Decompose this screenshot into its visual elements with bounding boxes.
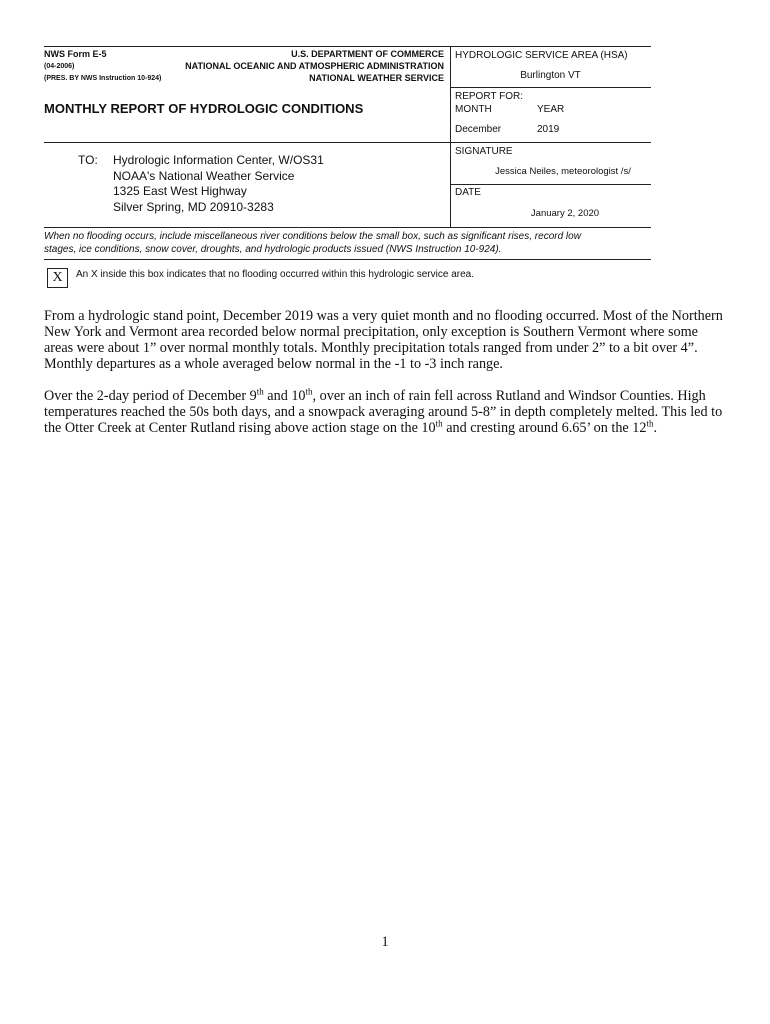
- to-label: TO:: [78, 153, 98, 167]
- month-value[interactable]: December: [455, 124, 502, 135]
- instructions-bottom-rule: [44, 259, 651, 260]
- no-flood-text: An X inside this box indicates that no flooding occurred within this hydrologic service area.: [76, 269, 474, 280]
- dept-name: U.S. DEPARTMENT OF COMMERCE: [291, 49, 444, 59]
- instructions-note: [44, 230, 659, 256]
- hsa-value[interactable]: Burlington VT: [520, 70, 581, 81]
- date-label: DATE: [455, 187, 481, 198]
- hsa-label: HYDROLOGIC SERVICE AREA (HSA): [455, 50, 628, 61]
- signature-value[interactable]: Jessica Neiles, meteorologist /s/: [495, 166, 631, 177]
- header-bottom-rule: [44, 142, 651, 143]
- hsa-bottom-rule: [450, 87, 651, 88]
- signature-label: SIGNATURE: [455, 146, 513, 157]
- agency-name: NATIONAL OCEANIC AND ATMOSPHERIC ADMINISTRATION: [185, 61, 444, 71]
- prescribed-by: (PRES. BY NWS Instruction 10-924): [44, 75, 162, 82]
- date-value[interactable]: January 2, 2020: [530, 208, 600, 219]
- instructions-line: stages, ice conditions, snow cover, droughts, and hydrologic products issued (NWS Instruction 10-924).: [44, 244, 502, 255]
- instructions-line: When no flooding occurs, include miscellaneous river conditions below the small box, such as significant rises, record low: [44, 231, 581, 242]
- recipient-line: Silver Spring, MD 20910-3283: [113, 199, 274, 214]
- recipient-line: 1325 East West Highway: [113, 184, 247, 198]
- form-id: NWS Form E-5: [44, 49, 107, 59]
- recipient-bottom-rule: [44, 227, 651, 228]
- recipient-address: [113, 153, 324, 215]
- page-number: 1: [381, 934, 389, 950]
- year-label: YEAR: [537, 104, 565, 115]
- form-top-rule: [44, 46, 651, 47]
- report-narrative: [44, 308, 728, 436]
- narrative-paragraph-1: From a hydrologic stand point, December 2019 was a very quiet month and no flooding occurred. Most of the Northern New York and Vermont area recorded below normal precipitation, only exception is Southern Vermont where some areas were about 1” over normal monthly totals. Monthly precipitation totals ranged from under 2” to a bit over 4”. Monthly departures as a whole averaged below normal in the -1 to -3 inch range.: [44, 308, 723, 372]
- service-name: NATIONAL WEATHER SERVICE: [309, 73, 444, 83]
- year-value[interactable]: 2019: [537, 124, 560, 135]
- month-label: MONTH: [455, 104, 492, 115]
- page-title: MONTHLY REPORT OF HYDROLOGIC CONDITIONS: [44, 101, 364, 116]
- recipient-line: Hydrologic Information Center, W/OS31: [113, 153, 324, 167]
- signature-bottom-rule: [450, 184, 651, 185]
- form-date: (04-2006): [44, 63, 75, 70]
- recipient-line: NOAA's National Weather Service: [113, 168, 295, 183]
- report-for-label: REPORT FOR:: [455, 91, 523, 102]
- no-flood-checkbox[interactable]: X: [47, 268, 68, 288]
- narrative-paragraph-2: Over the 2-day period of December 9th and 10th, over an inch of rain fell across Rutland and Windsor Counties. High temperatures reached the 50s both days, and a snowpack averaging around 5-8” in depth completely melted. This led to the Otter Creek at Center Rutland rising above action stage on the 10th and cresting around 6.65’ on the 12th.: [44, 386, 723, 436]
